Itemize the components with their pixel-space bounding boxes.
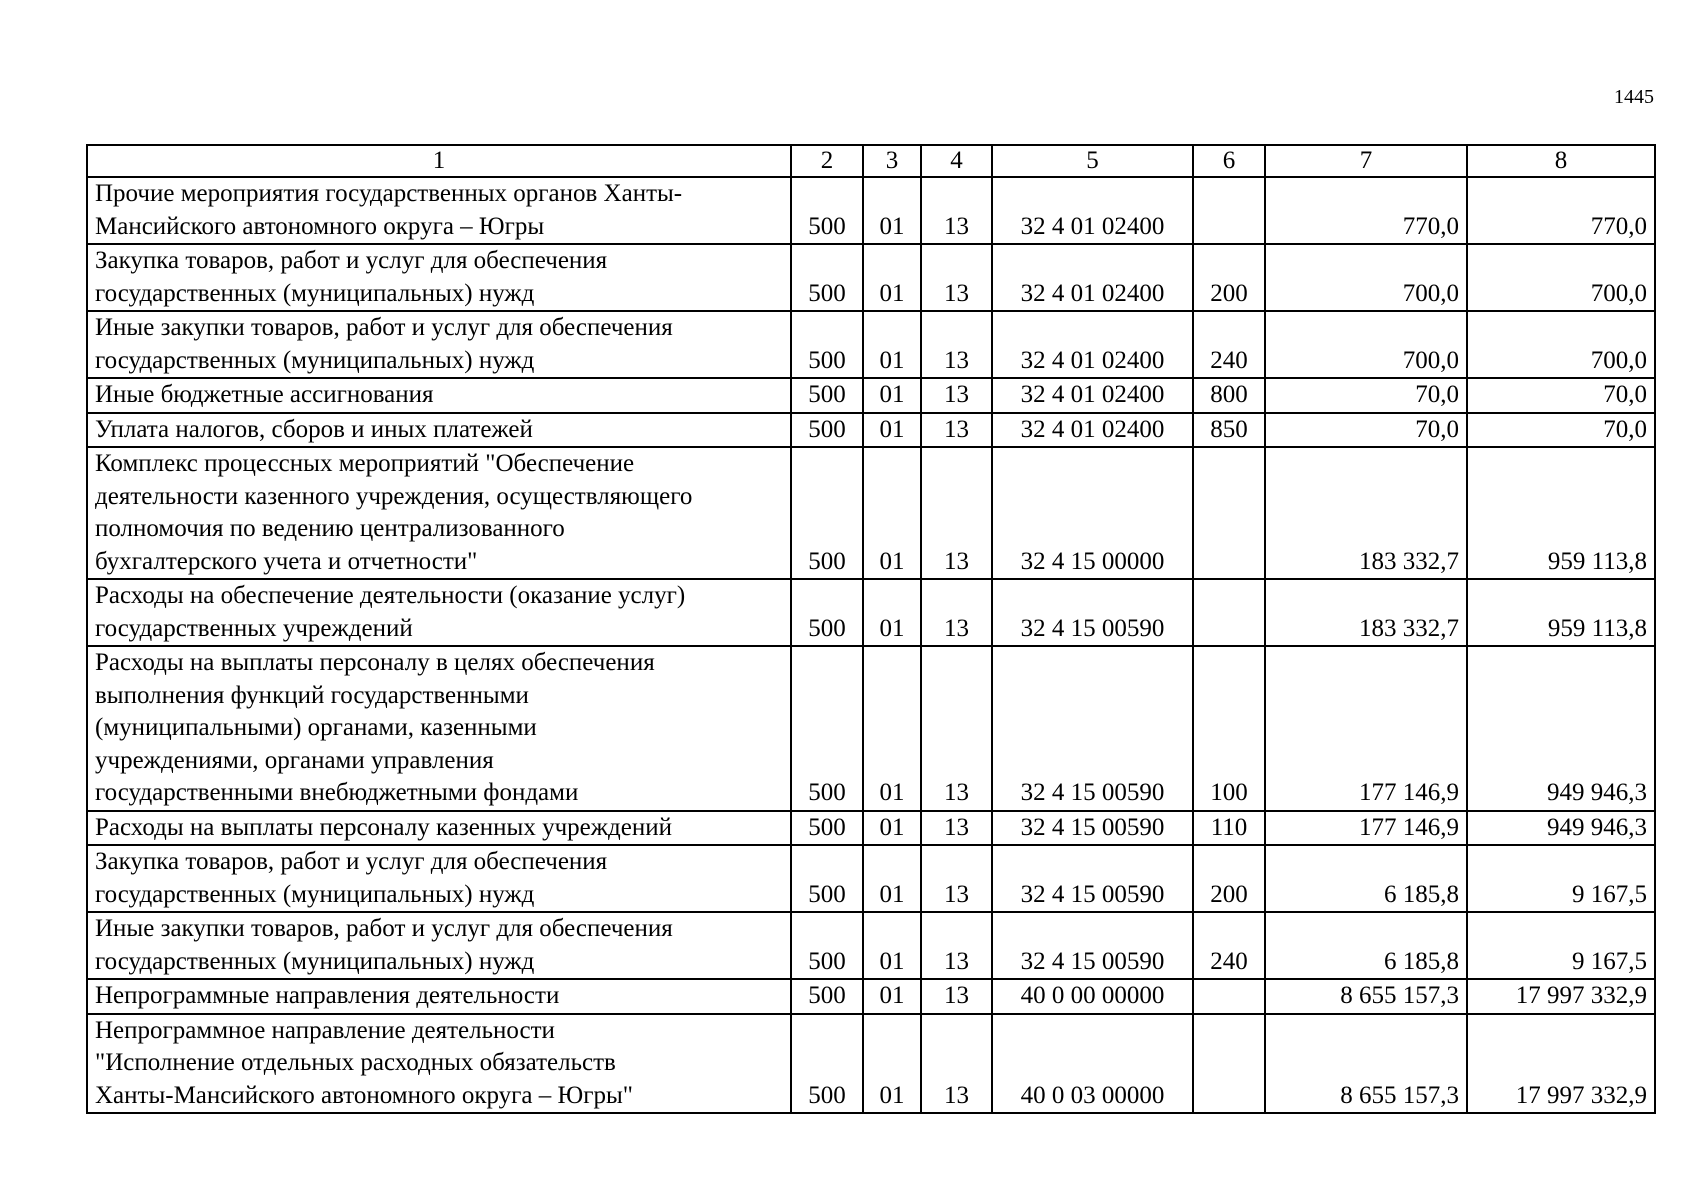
cell-col-6	[1193, 579, 1265, 646]
cell-col-8: 959 113,8	[1467, 447, 1655, 579]
table-row	[87, 811, 1655, 846]
row-name-cell: Иные закупки товаров, работ и услуг для обеспечения государственных (муниципальных) нужд	[87, 912, 791, 979]
page-number: 1445	[1614, 86, 1654, 108]
cell-col-6: 240	[1193, 311, 1265, 378]
cell-col-3: 01	[863, 646, 921, 811]
cell-col-8: 949 946,3	[1467, 646, 1655, 811]
cell-col-4: 13	[921, 177, 992, 244]
row-name-cell: Непрограммное направление деятельности "Исполнение отдельных расходных обязательств Ханты-Мансийского автономного округа – Югры"	[87, 1014, 791, 1114]
cell-col-7: 700,0	[1265, 311, 1467, 378]
cell-col-5: 32 4 01 02400	[992, 311, 1193, 378]
cell-col-3: 01	[863, 447, 921, 579]
cell-col-7: 70,0	[1265, 378, 1467, 413]
table-row	[87, 311, 1655, 378]
table-row	[87, 579, 1655, 646]
cell-col-3: 01	[863, 311, 921, 378]
cell-col-2: 500	[791, 579, 863, 646]
table-body	[87, 145, 1655, 1113]
cell-col-4: 13	[921, 311, 992, 378]
cell-col-6: 850	[1193, 413, 1265, 448]
cell-col-5: 40 0 00 00000	[992, 979, 1193, 1014]
cell-col-5: 40 0 03 00000	[992, 1014, 1193, 1114]
cell-col-2: 500	[791, 447, 863, 579]
cell-col-6	[1193, 1014, 1265, 1114]
row-name-cell: Расходы на обеспечение деятельности (оказание услуг) государственных учреждений	[87, 579, 791, 646]
cell-col-4: 13	[921, 845, 992, 912]
column-header: 8	[1467, 145, 1655, 177]
cell-col-8: 70,0	[1467, 378, 1655, 413]
cell-col-2: 500	[791, 244, 863, 311]
cell-col-7: 183 332,7	[1265, 447, 1467, 579]
cell-col-7: 8 655 157,3	[1265, 1014, 1467, 1114]
cell-col-6: 110	[1193, 811, 1265, 846]
cell-col-4: 13	[921, 646, 992, 811]
table-row	[87, 378, 1655, 413]
cell-col-2: 500	[791, 845, 863, 912]
cell-col-2: 500	[791, 311, 863, 378]
cell-col-4: 13	[921, 979, 992, 1014]
cell-col-7: 183 332,7	[1265, 579, 1467, 646]
cell-col-8: 9 167,5	[1467, 845, 1655, 912]
cell-col-7: 177 146,9	[1265, 646, 1467, 811]
cell-col-5: 32 4 15 00590	[992, 912, 1193, 979]
cell-col-8: 959 113,8	[1467, 579, 1655, 646]
cell-col-3: 01	[863, 845, 921, 912]
cell-col-2: 500	[791, 1014, 863, 1114]
cell-col-8: 700,0	[1467, 244, 1655, 311]
cell-col-4: 13	[921, 912, 992, 979]
cell-col-6: 800	[1193, 378, 1265, 413]
cell-col-2: 500	[791, 646, 863, 811]
table-row	[87, 177, 1655, 244]
cell-col-7: 6 185,8	[1265, 845, 1467, 912]
cell-col-6: 240	[1193, 912, 1265, 979]
cell-col-4: 13	[921, 244, 992, 311]
cell-col-8: 9 167,5	[1467, 912, 1655, 979]
column-header: 7	[1265, 145, 1467, 177]
cell-col-8: 949 946,3	[1467, 811, 1655, 846]
cell-col-5: 32 4 15 00590	[992, 845, 1193, 912]
cell-col-8: 770,0	[1467, 177, 1655, 244]
row-name-cell: Закупка товаров, работ и услуг для обеспечения государственных (муниципальных) нужд	[87, 244, 791, 311]
row-name-cell: Прочие мероприятия государственных органов Ханты- Мансийского автономного округа – Югры	[87, 177, 791, 244]
cell-col-6: 200	[1193, 845, 1265, 912]
cell-col-4: 13	[921, 1014, 992, 1114]
cell-col-3: 01	[863, 244, 921, 311]
cell-col-8: 700,0	[1467, 311, 1655, 378]
table-row	[87, 979, 1655, 1014]
cell-col-7: 8 655 157,3	[1265, 979, 1467, 1014]
cell-col-7: 700,0	[1265, 244, 1467, 311]
row-name-cell: Расходы на выплаты персоналу в целях обеспечения выполнения функций государственными (муниципальными) органами, казенными учреждениями, органами управления государственными внебюджетными фондами	[87, 646, 791, 811]
cell-col-8: 17 997 332,9	[1467, 979, 1655, 1014]
cell-col-2: 500	[791, 979, 863, 1014]
budget-table	[86, 144, 1656, 1114]
cell-col-3: 01	[863, 979, 921, 1014]
cell-col-3: 01	[863, 378, 921, 413]
row-name-cell: Комплекс процессных мероприятий "Обеспечение деятельности казенного учреждения, осуществляющего полномочия по ведению централизованного бухгалтерского учета и отчетности"	[87, 447, 791, 579]
cell-col-5: 32 4 15 00590	[992, 579, 1193, 646]
row-name-cell: Закупка товаров, работ и услуг для обеспечения государственных (муниципальных) нужд	[87, 845, 791, 912]
table-row	[87, 646, 1655, 811]
row-name-cell: Расходы на выплаты персоналу казенных учреждений	[87, 811, 791, 846]
column-header: 6	[1193, 145, 1265, 177]
cell-col-2: 500	[791, 177, 863, 244]
cell-col-2: 500	[791, 912, 863, 979]
cell-col-2: 500	[791, 811, 863, 846]
cell-col-5: 32 4 15 00590	[992, 646, 1193, 811]
cell-col-4: 13	[921, 447, 992, 579]
cell-col-8: 70,0	[1467, 413, 1655, 448]
table-row	[87, 244, 1655, 311]
cell-col-6	[1193, 979, 1265, 1014]
column-header: 4	[921, 145, 992, 177]
cell-col-7: 177 146,9	[1265, 811, 1467, 846]
table-row	[87, 845, 1655, 912]
cell-col-4: 13	[921, 811, 992, 846]
column-header: 2	[791, 145, 863, 177]
cell-col-6	[1193, 177, 1265, 244]
cell-col-4: 13	[921, 378, 992, 413]
cell-col-5: 32 4 01 02400	[992, 378, 1193, 413]
row-name-cell: Иные закупки товаров, работ и услуг для обеспечения государственных (муниципальных) нужд	[87, 311, 791, 378]
cell-col-6: 200	[1193, 244, 1265, 311]
cell-col-8: 17 997 332,9	[1467, 1014, 1655, 1114]
cell-col-2: 500	[791, 413, 863, 448]
cell-col-6	[1193, 447, 1265, 579]
cell-col-3: 01	[863, 579, 921, 646]
cell-col-2: 500	[791, 378, 863, 413]
cell-col-3: 01	[863, 912, 921, 979]
table-row	[87, 447, 1655, 579]
column-header: 1	[87, 145, 791, 177]
column-header: 5	[992, 145, 1193, 177]
cell-col-5: 32 4 15 00590	[992, 811, 1193, 846]
row-name-cell: Непрограммные направления деятельности	[87, 979, 791, 1014]
cell-col-3: 01	[863, 177, 921, 244]
cell-col-3: 01	[863, 1014, 921, 1114]
table-row	[87, 413, 1655, 448]
cell-col-5: 32 4 01 02400	[992, 177, 1193, 244]
cell-col-5: 32 4 01 02400	[992, 413, 1193, 448]
cell-col-6: 100	[1193, 646, 1265, 811]
cell-col-7: 6 185,8	[1265, 912, 1467, 979]
cell-col-5: 32 4 01 02400	[992, 244, 1193, 311]
row-name-cell: Иные бюджетные ассигнования	[87, 378, 791, 413]
cell-col-4: 13	[921, 413, 992, 448]
row-name-cell: Уплата налогов, сборов и иных платежей	[87, 413, 791, 448]
cell-col-7: 770,0	[1265, 177, 1467, 244]
table-row	[87, 1014, 1655, 1114]
cell-col-3: 01	[863, 811, 921, 846]
table-row	[87, 912, 1655, 979]
cell-col-3: 01	[863, 413, 921, 448]
cell-col-7: 70,0	[1265, 413, 1467, 448]
cell-col-4: 13	[921, 579, 992, 646]
cell-col-5: 32 4 15 00000	[992, 447, 1193, 579]
header-row	[87, 145, 1655, 177]
column-header: 3	[863, 145, 921, 177]
